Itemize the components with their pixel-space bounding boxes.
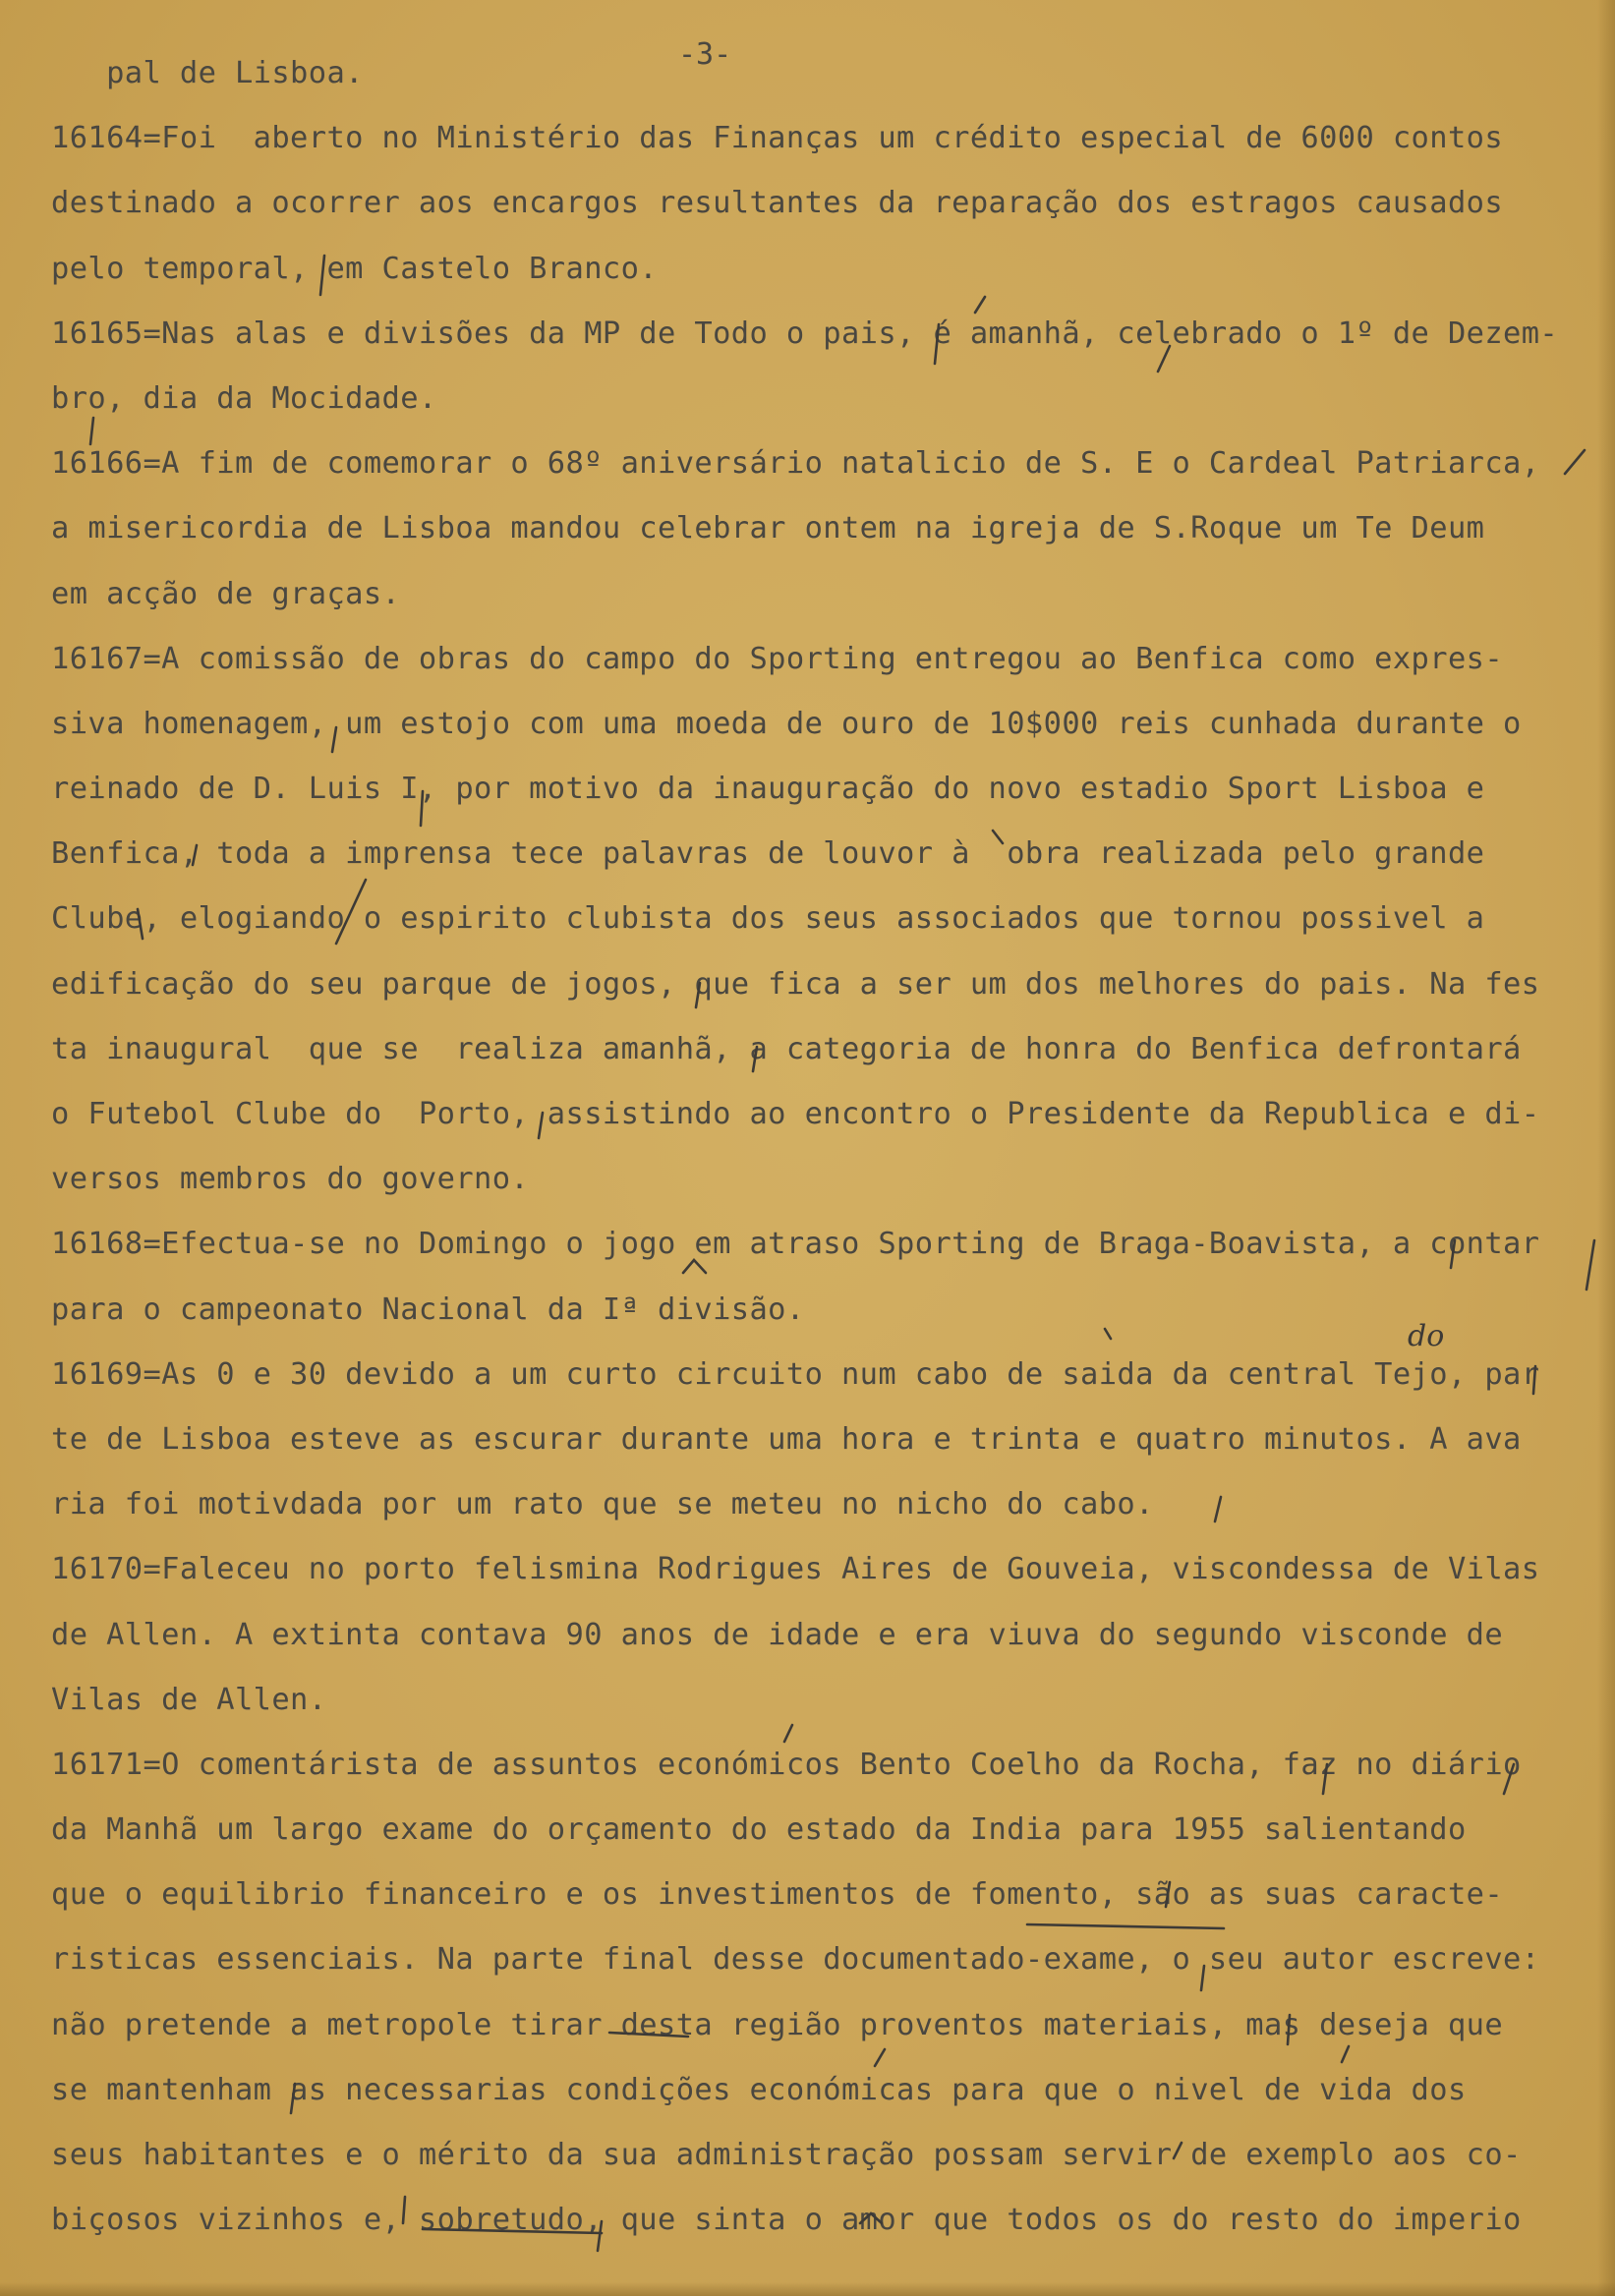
- text-line: ria foi motivdada por um rato que se meteu no nicho do cabo.: [51, 1487, 1154, 1522]
- text-line: Vilas de Allen.: [51, 1682, 327, 1717]
- text-line: 16170=Faleceu no porto felismina Rodrigues Aires de Gouveia, viscondessa de Vilas: [51, 1552, 1540, 1587]
- text-line: 16171=O comentárista de assuntos económicos Bento Coelho da Rocha, faz no diário: [51, 1747, 1522, 1782]
- text-line: o Futebol Clube do Porto, assistindo ao encontro o Presidente da Republica e di-: [51, 1097, 1540, 1131]
- text-line: se mantenham as necessarias condições económicas para que o nivel de vida dos: [51, 2072, 1467, 2107]
- text-line: edificação do seu parque de jogos, que fica a ser um dos melhores do pais. Na fes: [51, 966, 1540, 1002]
- text-line: 16168=Efectua-se no Domingo o jogo em atraso Sporting de Braga-Boavista, a contar: [51, 1227, 1540, 1262]
- text-line: não pretende a metropole tirar desta região proventos materiais, mas deseja que: [51, 2007, 1504, 2042]
- text-line: 16166=A fim de comemorar o 68º aniversário natalicio de S. E o Cardeal Patriarca,: [51, 446, 1540, 482]
- text-line: pelo temporal, em Castelo Branco.: [51, 251, 658, 286]
- typewritten-text: [51, 41, 1604, 2253]
- text-line: Clube, elogiando o espirito clubista dos seus associados que tornou possivel a: [51, 901, 1485, 937]
- text-line: versos membros do governo.: [51, 1162, 530, 1197]
- text-line: te de Lisboa esteve as escurar durante uma hora e trinta e quatro minutos. A ava: [51, 1421, 1522, 1457]
- text-line: para o campeonato Nacional da Iª divisão.: [51, 1292, 805, 1327]
- text-line: de Allen. A extinta contava 90 anos de idade e era viuva do segundo visconde de: [51, 1617, 1504, 1652]
- text-line: em acção de graças.: [51, 576, 401, 611]
- text-line: destinado a ocorrer aos encargos resultantes da reparação dos estragos causados: [51, 186, 1504, 221]
- text-line: seus habitantes e o mérito da sua administração possam servir de exemplo aos co-: [51, 2138, 1522, 2172]
- page-number: -3-: [678, 37, 732, 72]
- handwritten-correction: do: [1408, 1319, 1445, 1353]
- text-line: 16164=Foi aberto no Ministério das Finanças um crédito especial de 6000 contos: [51, 121, 1504, 156]
- text-line: 16169=As 0 e 30 devido a um curto circuito num cabo de saida da central Tejo, par: [51, 1356, 1540, 1392]
- text-line: que o equilibrio financeiro e os investimentos de fomento, são as suas caracte-: [51, 1877, 1504, 1913]
- text-line: reinado de D. Luis I, por motivo da inauguração do novo estadio Sport Lisboa e: [51, 772, 1485, 807]
- text-line: da Manhã um largo exame do orçamento do estado da India para 1955 salientando: [51, 1812, 1467, 1848]
- paper-bottom-shadow: [0, 2282, 1615, 2296]
- text-line: Benfica, toda a imprensa tece palavras de louvor à obra realizada pelo grande: [51, 836, 1485, 872]
- text-line: 16167=A comissão de obras do campo do Sporting entregou ao Benfica como expres-: [51, 641, 1504, 676]
- text-line: biçosos vizinhos e, sobretudo, que sinta o amor que todos os do resto do imperio: [51, 2203, 1522, 2238]
- text-line: siva homenagem, um estojo com uma moeda de ouro de 10$000 reis cunhada durante o: [51, 706, 1522, 741]
- text-line: a misericordia de Lisboa mandou celebrar ontem na igreja de S.Roque um Te Deum: [51, 511, 1485, 546]
- text-line: ta inaugural que se realiza amanhã, a categoria de honra do Benfica defrontará: [51, 1031, 1522, 1066]
- text-line: 16165=Nas alas e divisões da MP de Todo o pais, é amanhã, celebrado o 1º de Dezem-: [51, 316, 1559, 351]
- text-line: risticas essenciais. Na parte final desse documentado-exame, o seu autor escreve:: [51, 1942, 1540, 1978]
- text-line: pal de Lisboa.: [51, 56, 364, 90]
- text-line: bro, dia da Mocidade.: [51, 380, 437, 416]
